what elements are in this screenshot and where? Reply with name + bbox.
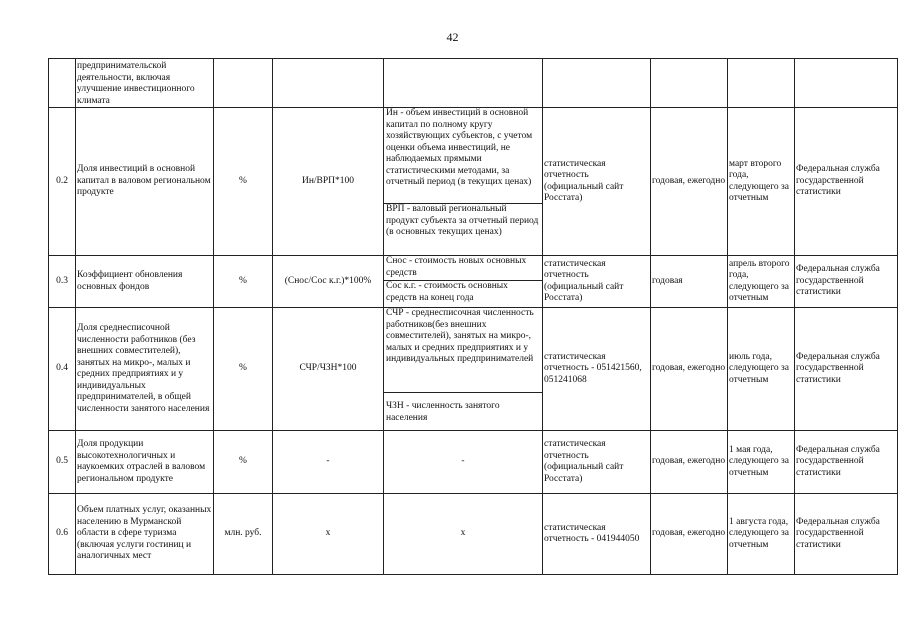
row-number-cell: 0.5 xyxy=(49,431,76,494)
responsible-cell xyxy=(795,59,898,108)
definition-text: Сос к.г. - стоимость основных средств на конец года xyxy=(384,280,542,304)
data-source-cell: статистическая отчетность - 051421560, 051241068 xyxy=(543,308,651,431)
periodicity-cell: годовая, ежегодно xyxy=(651,308,728,431)
formula-cell: х xyxy=(273,494,384,575)
formula-cell xyxy=(273,59,384,108)
data-source-cell xyxy=(543,59,651,108)
definition-text: СЧР - среднесписочная численность работников(без внешних совместителей), занятых на микро-, малых и средних предприятиях и у индивидуальных предпринимателей xyxy=(386,308,534,364)
table-row xyxy=(49,256,898,308)
row-number-cell: 0.3 xyxy=(49,256,76,308)
responsible-cell: Федеральная служба государственной статистики xyxy=(795,308,898,431)
deadline-cell: июль года, следующего за отчетным xyxy=(728,308,795,431)
periodicity-cell: годовая, ежегодно xyxy=(651,108,728,256)
indicator-name-cell: Доля инвестиций в основной капитал в валовом региональном продукте xyxy=(76,108,214,256)
indicator-name-cell: Доля среднесписочной численности работников (без внешних совместителей), занятых на микро-, малых и средних предприятиях и у индивидуальных предпринимателей, в общей численности занятого населения xyxy=(76,308,214,431)
periodicity-cell xyxy=(651,59,728,108)
row-number-cell: 0.2 xyxy=(49,108,76,256)
definitions-cell xyxy=(384,494,543,575)
definition-text: х xyxy=(460,528,466,539)
table-row xyxy=(49,431,898,494)
formula-cell: Ин/ВРП*100 xyxy=(273,108,384,256)
formula-cell: (Снос/Сос к.г.)*100% xyxy=(273,256,384,308)
definition-text: ЧЗН - численность занятого населения xyxy=(384,392,542,424)
unit-cell: % xyxy=(214,256,273,308)
definitions-cell xyxy=(384,108,543,256)
formula-cell: - xyxy=(273,431,384,494)
definition-text: ВРП - валовый региональный продукт субъекта за отчетный период (в основных текущих ценах) xyxy=(384,203,542,239)
deadline-cell xyxy=(728,59,795,108)
deadline-cell: апрель второго года, следующего за отчетным xyxy=(728,256,795,308)
periodicity-cell: годовая xyxy=(651,256,728,308)
definition-text: - xyxy=(461,456,465,467)
indicators-table xyxy=(48,58,898,575)
row-number-cell xyxy=(49,59,76,108)
formula-cell: СЧР/ЧЗН*100 xyxy=(273,308,384,431)
definitions-cell xyxy=(384,59,543,108)
definition-text: Ин - объем инвестиций в основной капитал по полному кругу хозяйствующих субъектов, с учетом оценки объема инвестиций, не наблюдаемых прямыми статистическими методами, за отчетный период (в текущих ценах) xyxy=(386,108,533,187)
table-row xyxy=(49,108,898,256)
responsible-cell: Федеральная служба государственной статистики xyxy=(795,256,898,308)
unit-cell: % xyxy=(214,108,273,256)
row-number-cell: 0.4 xyxy=(49,308,76,431)
unit-cell: % xyxy=(214,431,273,494)
data-source-cell: статистическая отчетность - 041944050 xyxy=(543,494,651,575)
table-row xyxy=(49,59,898,108)
unit-cell: млн. руб. xyxy=(214,494,273,575)
indicator-name-cell: Объем платных услуг, оказанных населению в Мурманской области в сфере туризма (включая услуги гостиниц и аналогичных мест xyxy=(76,494,214,575)
table-row xyxy=(49,494,898,575)
deadline-cell: март второго года, следующего за отчетным xyxy=(728,108,795,256)
indicator-name-cell: Коэффициент обновления основных фондов xyxy=(76,256,214,308)
page-number: 42 xyxy=(446,30,459,44)
indicator-name-cell: Доля продукции высокотехнологичных и наукоемких отраслей в валовом региональном продукте xyxy=(76,431,214,494)
row-number-cell: 0.6 xyxy=(49,494,76,575)
definitions-cell xyxy=(384,256,543,308)
periodicity-cell: годовая, ежегодно xyxy=(651,431,728,494)
data-source-cell: статистическая отчетность (официальный сайт Росстата) xyxy=(543,256,651,308)
responsible-cell: Федеральная служба государственной статистики xyxy=(795,431,898,494)
data-source-cell: статистическая отчетность (официальный сайт Росстата) xyxy=(543,431,651,494)
deadline-cell: 1 мая года, следующего за отчетным xyxy=(728,431,795,494)
definitions-cell xyxy=(384,431,543,494)
definitions-cell xyxy=(384,308,543,431)
responsible-cell: Федеральная служба государственной статистики xyxy=(795,108,898,256)
unit-cell xyxy=(214,59,273,108)
table-row xyxy=(49,308,898,431)
indicator-name-cell: предпринимательской деятельности, включая улучшение инвестиционного климата xyxy=(76,59,214,108)
definition-text: Снос - стоимость новых основных средств xyxy=(386,256,527,278)
periodicity-cell: годовая, ежегодно xyxy=(651,494,728,575)
responsible-cell: Федеральная служба государственной статистики xyxy=(795,494,898,575)
data-source-cell: статистическая отчетность (официальный сайт Росстата) xyxy=(543,108,651,256)
deadline-cell: 1 августа года, следующего за отчетным xyxy=(728,494,795,575)
unit-cell: % xyxy=(214,308,273,431)
